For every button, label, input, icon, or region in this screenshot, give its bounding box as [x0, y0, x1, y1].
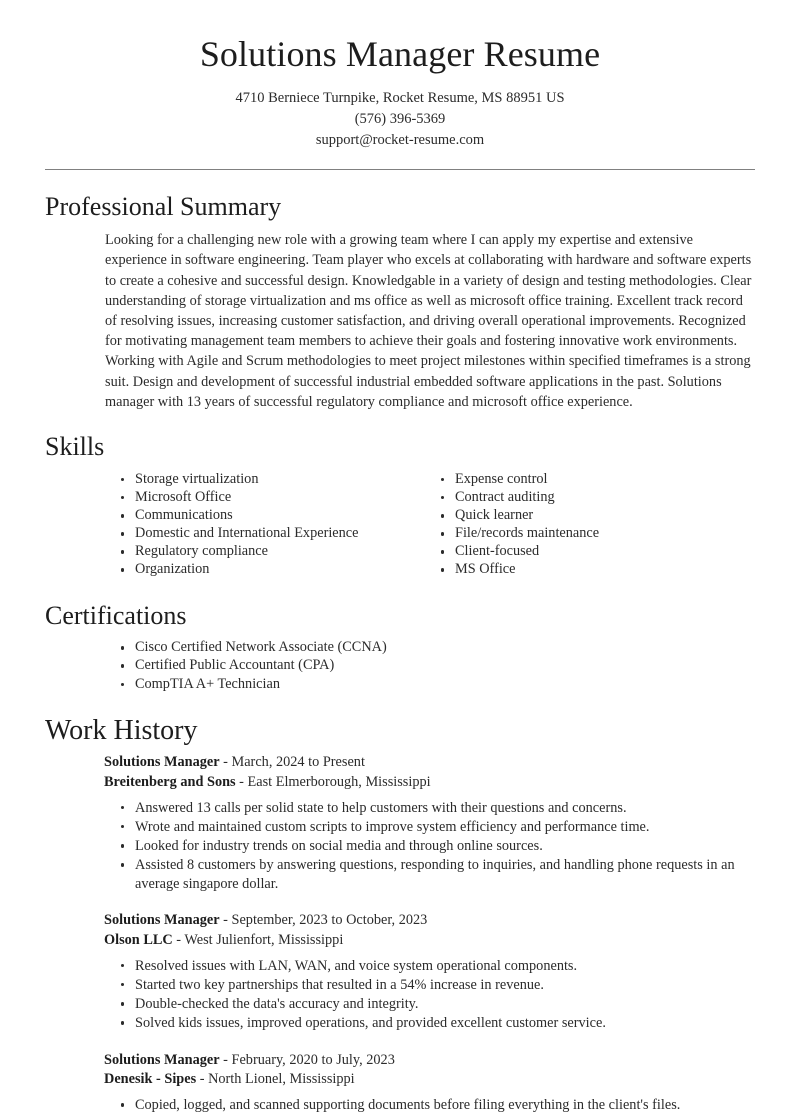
job-entry [104, 753, 755, 893]
job-bullets-wrap [117, 1096, 755, 1115]
list-item: Expense control [437, 471, 757, 489]
skills-list-left [117, 471, 437, 579]
list-item: Assisted 8 customers by answering questions, responding to inquiries, and handling phone requests in an average singapore dollar. [117, 856, 755, 893]
summary-paragraph: Looking for a challenging new role with a growing team where I can apply my expertise and extensive experience in software engineering. Team player who excels at collaborating with hardware and software experts to create a cohesive and successful design. Knowledgable in a variety of design and testing methodologies. Clear understanding of storage virtualization and ms office as well as microsoft office training. Excellent track record of resolving issues, increasing customer satisfaction, and driving overall operational improvements. Recognized for motivating management team members to achieve their goals and fostering innovative work environments. Working with Agile and Scrum methodologies to meet project milestones within specified timeframes is a strong suit. Design and development of successful industrial embedded software applications in the past. Solutions manager with 13 years of successful regulatory compliance and microsoft office experience. [105, 232, 752, 410]
list-item: Client-focused [437, 543, 757, 561]
section-title-certifications: Certifications [45, 601, 187, 631]
section-title-skills: Skills [45, 432, 105, 462]
job-location: East Elmerborough, Mississippi [247, 773, 431, 790]
job-dates: September, 2023 to October, 2023 [231, 912, 428, 929]
job-bullets [117, 957, 755, 1033]
list-item: Organization [117, 561, 437, 579]
list-item: Double-checked the data's accuracy and integrity. [117, 995, 755, 1014]
job-title-line [104, 1051, 755, 1070]
header-divider [45, 169, 755, 170]
contact-email: support@rocket-resume.com [315, 132, 485, 149]
list-item: Microsoft Office [117, 489, 437, 507]
skills-column-left [117, 471, 437, 580]
job-title: Solutions Manager [104, 912, 220, 929]
list-item: Looked for industry trends on social media and through online sources. [117, 837, 755, 856]
skills-columns [117, 471, 755, 580]
list-item: Resolved issues with LAN, WAN, and voice system operational components. [117, 957, 755, 976]
job-location: West Julienfort, Mississippi [184, 931, 344, 948]
job-title-line [104, 753, 755, 772]
job-title: Solutions Manager [104, 1051, 220, 1068]
list-item: Communications [117, 507, 437, 525]
section-skills [0, 432, 800, 579]
certifications-list [117, 639, 755, 693]
contact-address: 4710 Berniece Turnpike, Rocket Resume, MS 88951 US [235, 90, 565, 107]
skills-column-right [437, 471, 757, 580]
list-item: Solved kids issues, improved operations, and provided excellent customer service. [117, 1014, 755, 1033]
list-item: Wrote and maintained custom scripts to improve system efficiency and performance time. [117, 818, 755, 837]
resume-header [0, 0, 800, 151]
job-bullets-wrap [117, 799, 755, 893]
list-item: MS Office [437, 561, 757, 579]
job-separator: - [219, 1051, 232, 1068]
job-company: Breitenberg and Sons [104, 773, 236, 790]
list-item: Started two key partnerships that resulted in a 54% increase in revenue. [117, 976, 755, 995]
list-item: File/records maintenance [437, 525, 757, 543]
job-title: Solutions Manager [104, 754, 220, 771]
work-history-jobs [104, 753, 755, 1115]
job-company-line [104, 1070, 755, 1089]
list-item: CompTIA A+ Technician [117, 676, 755, 694]
list-item: Storage virtualization [117, 471, 437, 489]
job-company: Olson LLC [104, 931, 173, 948]
section-title-summary: Professional Summary [45, 192, 282, 222]
certifications-list-wrap [117, 639, 755, 693]
job-separator: - [219, 912, 232, 929]
job-dates: February, 2020 to July, 2023 [231, 1051, 395, 1068]
job-separator: - [235, 773, 248, 790]
list-item: Answered 13 calls per solid state to help customers with their questions and concerns. [117, 799, 755, 818]
job-company-line [104, 931, 755, 950]
job-company-line [104, 773, 755, 792]
page-title: Solutions Manager Resume [199, 34, 601, 74]
job-entry [104, 911, 755, 1032]
job-dates: March, 2024 to Present [231, 754, 365, 771]
job-title-line [104, 911, 755, 930]
list-item: Regulatory compliance [117, 543, 437, 561]
list-item: Cisco Certified Network Associate (CCNA) [117, 639, 755, 657]
skills-list-right [437, 471, 757, 579]
job-location: North Lionel, Mississippi [208, 1071, 355, 1088]
list-item: Copied, logged, and scanned supporting documents before filing everything in the client's files. [117, 1096, 755, 1115]
list-item: Certified Public Accountant (CPA) [117, 657, 755, 675]
job-bullets [117, 799, 755, 893]
job-bullets [117, 1096, 755, 1115]
job-separator: - [172, 931, 185, 948]
list-item: Quick learner [437, 507, 757, 525]
contact-phone: (576) 396-5369 [354, 111, 446, 128]
job-separator: - [219, 754, 232, 771]
list-item: Contract auditing [437, 489, 757, 507]
section-certifications [0, 601, 800, 693]
job-entry [104, 1051, 755, 1115]
section-work-history [0, 715, 800, 1115]
section-professional-summary [0, 192, 800, 412]
job-separator: - [196, 1071, 209, 1088]
section-title-work-history: Work History [45, 715, 198, 747]
job-company: Denesik - Sipes [104, 1071, 197, 1088]
job-bullets-wrap [117, 957, 755, 1033]
list-item: Domestic and International Experience [117, 525, 437, 543]
